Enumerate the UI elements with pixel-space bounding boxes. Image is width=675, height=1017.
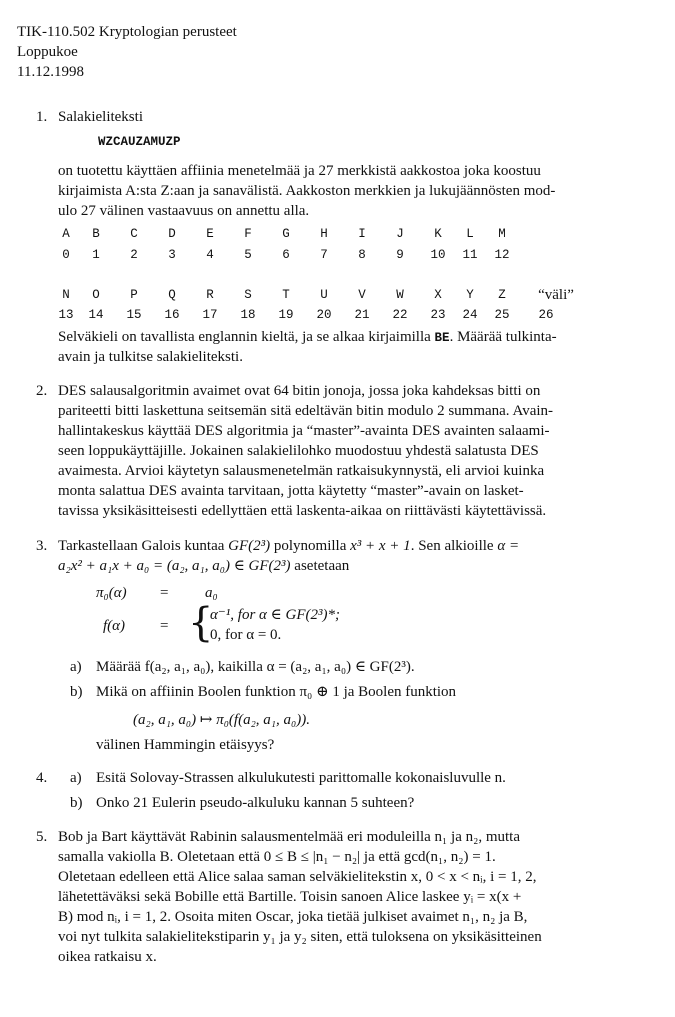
q1-para1-line2: kirjaimista A:sta Z:aan ja sanavälistä. Aakkoston merkkien ja lukujäännösten mod- [58,183,556,199]
alphabet-number-2-3: 16 [164,308,180,322]
alphabet-number-2-5: 18 [240,308,256,322]
alphabet-number-2-7: 20 [316,308,332,322]
alphabet-number-10: 10 [430,248,446,262]
q2-line5: avaimesta. Arvioi käytetyn salausmenetelmän ratkaisukynnystä, eli arvioi kuinka [58,463,545,479]
q2-number: 2. [36,383,48,399]
alphabet-letter-7: H [320,227,328,241]
alphabet-letter-2-6: T [282,288,290,302]
q1-para2-be: BE [434,331,450,345]
alphabet-letter-2-12: Z [498,288,506,302]
q2-line1: DES salausalgoritmin avaimet ovat 64 bitin jonoja, jossa joka kahdeksas bitti on [58,383,541,399]
alphabet-letter-11: L [466,227,474,241]
q3b-tail: välinen Hammingin etäisyys? [96,737,275,753]
alphabet-number-4: 4 [206,248,214,262]
exam-date: 11.12.1998 [17,64,84,80]
alphabet-row-1-numbers [58,245,558,265]
q2-line7: tavissa yksikäsitteisesti edellyttäen että laskenta-aikaa on riittävästi käytettävissä. [58,503,547,519]
alphabet-letter-2-0: N [62,288,70,302]
alphabet-letter-10: K [434,227,442,241]
alphabet-number-2-1: 14 [88,308,104,322]
alphabet-letter-2-11: Y [466,288,474,302]
alphabet-letter-2-1: O [92,288,100,302]
alphabet-letter-2-7: U [320,288,328,302]
exam-type: Loppukoe [17,44,78,60]
q3-polynomial: x³ + x + 1 [350,538,411,554]
q3-line1-text-b: polynomilla [270,538,351,554]
q1-number: 1. [36,109,48,125]
alphabet-number-2: 2 [130,248,138,262]
alphabet-number-2-8: 21 [354,308,370,322]
pi-lhs: π₀(α) [96,585,127,601]
alphabet-letter-2-2: P [130,288,138,302]
alphabet-number-0: 0 [62,248,70,262]
q1-para2-text-a: Selväkieli on tavallista englannin kieltä, ja se alkaa kirjaimilla [58,329,435,345]
q1-ciphertext: WZCAUZAMUZP [98,135,181,149]
alphabet-letter-2-4: R [206,288,214,302]
alphabet-row-2-numbers [58,305,558,325]
q5-line5: B) mod nᵢ, i = 1, 2. Osoita miten Oscar, joka tietää julkiset avaimet n₁, n₂ ja B, [58,909,528,925]
alphabet-number-12: 12 [494,248,510,262]
alphabet-number-1: 1 [92,248,100,262]
q3a-label: a) [70,659,82,675]
q3-alpha: α = [497,538,520,554]
q1-para2-text-b: . Määrää tulkinta- [449,329,557,345]
q1-para2-line2: avain ja tulkitse salakieliteksti. [58,349,243,365]
alphabet-number-2-6: 19 [278,308,294,322]
q3-number: 3. [36,538,48,554]
q3-line1-text: Tarkastellaan Galois kuntaa [58,538,229,554]
alphabet-letter-2-9: W [396,288,404,302]
q1-para1-line3: ulo 27 välinen vastaavuus on annettu alla. [58,203,310,219]
alphabet-letter-9: J [396,227,404,241]
alphabet-number-3: 3 [168,248,176,262]
q3-gf: GF(2³) [228,538,271,554]
alphabet-number-2-2: 15 [126,308,142,322]
f-lhs: f(α) [103,618,126,634]
f-case-1: α⁻¹, for α ∈ GF(2³)*; [210,607,340,623]
q4b-text: Onko 21 Eulerin pseudo-alkuluku kannan 5 suhteen? [96,795,415,811]
alphabet-letter-4: E [206,227,214,241]
q5-line1: Bob ja Bart käyttävät Rabinin salausmentelmää eri moduleilla n₁ ja n₂, mutta [58,829,521,845]
course-title: TIK-110.502 Kryptologian perusteet [17,24,237,40]
q3-element-expr: a₂x² + a₁x + a₀ = (a₂, a₁, a₀) ∈ GF(2³) [58,558,291,574]
alphabet-letter-2-5: S [244,288,252,302]
alphabet-number-2-4: 17 [202,308,218,322]
alphabet-row-2-letters [58,285,574,305]
q3b-mapping: (a₂, a₁, a₀) ↦ π₀(f(a₂, a₁, a₀)). [133,712,310,728]
q5-line3: Oletetaan edelleen että Alice salaa saman selväkielitekstin x, 0 < x < nᵢ, i = 1, 2, [58,869,537,885]
q5-line6: voi nyt tulkita salakielitekstiparin y₁ ja y₂ siten, että tuloksena on yksikäsitteinen [58,929,542,945]
cases-brace: { [188,600,214,646]
q5-line4: lähetettäväksi sekä Bobille että Bartille. Toisin sanoen Alice laskee yᵢ = x(x + [58,889,522,905]
q3b-label: b) [70,684,83,700]
q4-number: 4. [36,770,48,786]
q4a-text: Esitä Solovay-Strassen alkulukutesti parittomalle kokonaisluvulle n. [96,770,506,786]
q2-line3: hallintakeskus käyttää DES algoritmia ja “master”-avainta DES avainten salaami- [58,423,550,439]
alphabet-letter-2-8: V [358,288,366,302]
q5-number: 5. [36,829,48,845]
q4b-label: b) [70,795,83,811]
alphabet-letter-1: B [92,227,100,241]
pi-rhs: a₀ [205,585,218,601]
alphabet-letter-6: G [282,227,290,241]
alphabet-number-7: 7 [320,248,328,262]
q3a-text: Määrää f(a₂, a₁, a₀), kaikilla α = (a₂, a₁, a₀) ∈ GF(2³). [96,659,415,675]
q2-line6: monta salattua DES avainta tarvitaan, jotta käytetty “master”-avain on lasket- [58,483,524,499]
alphabet-letter-2: C [130,227,138,241]
alphabet-letter-2-13: “väli” [538,287,574,303]
q3-line1-text-c: . Sen alkioille [410,538,498,554]
q3-line1 [58,536,519,556]
alphabet-number-2-12: 25 [494,308,510,322]
alphabet-row-1-letters [58,224,558,244]
q3b-text: Mikä on affiinin Boolen funktion π₀ ⊕ 1 ja Boolen funktion [96,684,457,700]
q2-line4: seen loppukäyttäjille. Jokainen salakielilohko muodostuu yhdestä salatusta DES [58,443,539,459]
q4a-label: a) [70,770,82,786]
q1-para1-line1: on tuotettu käyttäen affiinia menetelmää ja 27 merkkistä aakkostoa joka koostuu [58,163,541,179]
f-case-2: 0, for α = 0. [210,627,282,643]
q2-line2: pariteetti bitti laskettuna seitsemän sitä edeltävän bitin modulo 2 summana. Avain- [58,403,554,419]
q5-line7: oikea ratkaisu x. [58,949,157,965]
alphabet-letter-12: M [498,227,506,241]
alphabet-number-2-9: 22 [392,308,408,322]
alphabet-letter-2-10: X [434,288,442,302]
alphabet-letter-8: I [358,227,366,241]
alphabet-number-6: 6 [282,248,290,262]
alphabet-number-2-11: 24 [462,308,478,322]
q3-line2 [58,556,349,576]
alphabet-number-2-10: 23 [430,308,446,322]
alphabet-number-11: 11 [462,248,478,262]
q1-title: Salakieliteksti [58,109,143,125]
pi-eq: = [160,585,169,601]
alphabet-number-5: 5 [244,248,252,262]
alphabet-letter-2-3: Q [168,288,176,302]
alphabet-number-2-0: 13 [58,308,74,322]
q3-line2-tail: asetetaan [290,558,350,574]
alphabet-number-2-13: 26 [538,308,554,322]
alphabet-letter-0: A [62,227,70,241]
alphabet-letter-5: F [244,227,252,241]
f-eq: = [160,618,169,634]
alphabet-number-8: 8 [358,248,366,262]
q1-para2-line1 [58,327,557,348]
alphabet-number-9: 9 [396,248,404,262]
q5-line2: samalla vakiolla B. Oletetaan että 0 ≤ B ≤ |n₁ − n₂| ja että gcd(n₁, n₂) = 1. [58,849,496,865]
alphabet-letter-3: D [168,227,176,241]
